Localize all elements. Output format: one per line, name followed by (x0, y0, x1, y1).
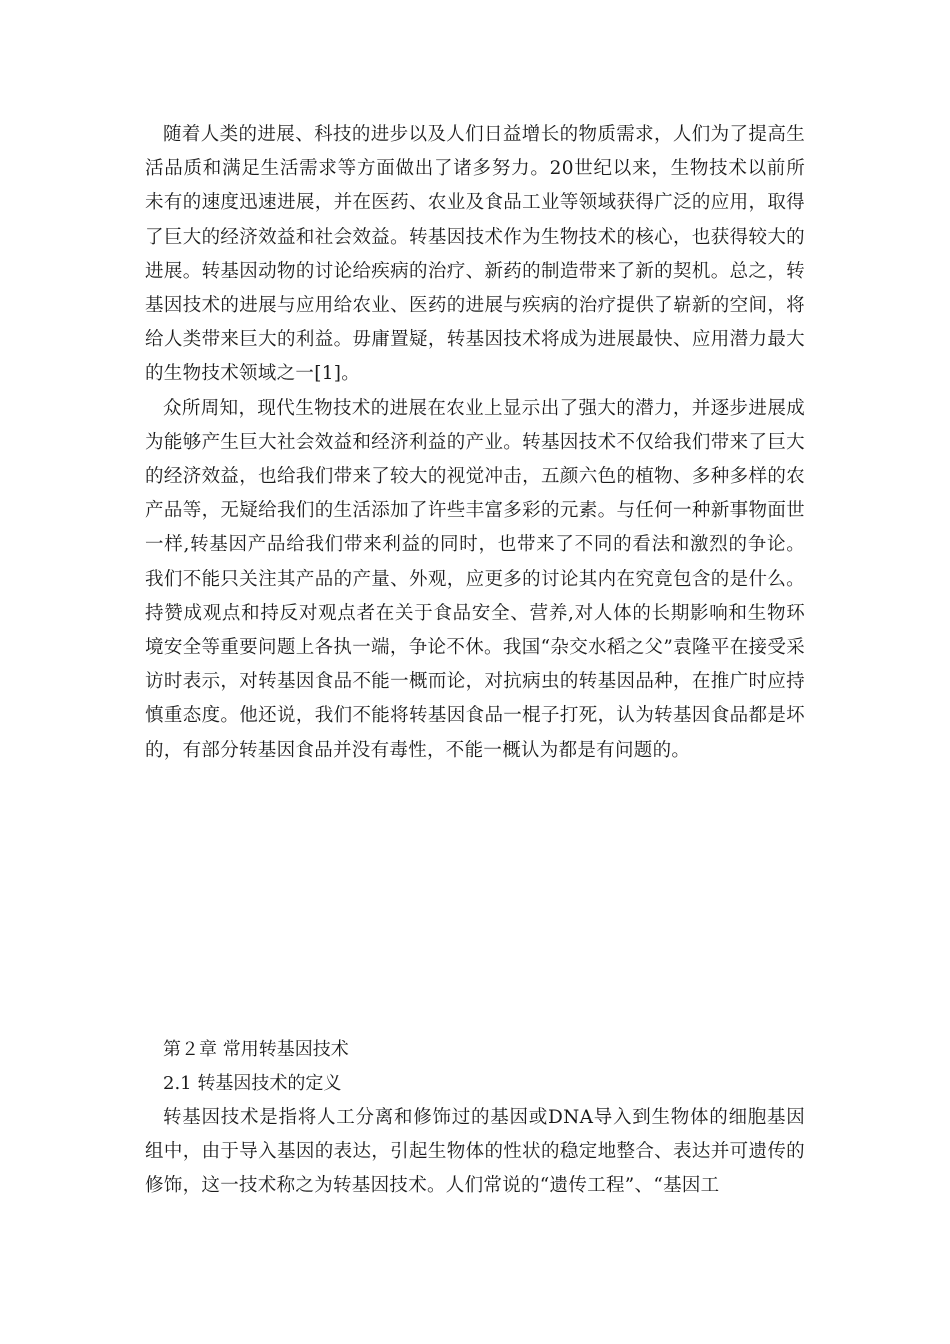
paragraph-definition: 转基因技术是指将人工分离和修饰过的基因或DNA导入到生物体的细胞基因组中，由于导入基因的表达，引起生物体的性状的稳定地整合、表达并可遗传的修饰，这一技术称之为转基因技术。人们常说的“遗传工程”、“基因工 (145, 1107, 805, 1197)
paragraph-debate: 众所周知，现代生物技术的进展在农业上显示出了强大的潜力，并逐步进展成为能够产生巨大社会效益和经济利益的产业。转基因技术不仅给我们带来了巨大的经济效益，也给我们带来了较大的视觉冲击，五颜六色的植物、多种多样的农产品等，无疑给我们的生活添加了许些丰富多彩的元素。与任何一种新事物面世一样,转基因产品给我们带来利益的同时，也带来了不同的看法和激烈的争论。我们不能只关注其产品的产量、外观，应更多的讨论其内在究竟包含的是什么。持赞成观点和持反对观点者在关于食品安全、营养,对人体的长期影响和生物环境安全等重要问题上各执一端，争论不休。我国“杂交水稻之父”袁隆平在接受采访时表示，对转基因食品不能一概而论，对抗病虫的转基因品种，在推广时应持慎重态度。他还说，我们不能将转基因食品一棍子打死，认为转基因食品都是坏的，有部分转基因食品并没有毒性，不能一概认为都是有问题的。 (145, 397, 805, 761)
definition-text-block (145, 1101, 805, 1204)
section-heading: 2.1 转基因技术的定义 (163, 1073, 342, 1094)
paragraph-development: 随着人类的进展、科技的进步以及人们日益增长的物质需求，人们为了提高生活品质和满足生活需求等方面做出了诸多努力。20世纪以来，生物技术以前所未有的速度迅速进展，并在医药、农业及食品工业等领域获得广泛的应用，取得了巨大的经济效益和社会效益。转基因技术作为生物技术的核心，也获得较大的进展。转基因动物的讨论给疾病的治疗、新药的制造带来了新的契机。总之，转基因技术的进展与应用给农业、医药的进展与疾病的治疗提供了崭新的空间，将给人类带来巨大的利益。毋庸置疑，转基因技术将成为进展最快、应用潜力最大的生物技术领域之一[1]。 (145, 124, 805, 385)
intro-text-block (145, 118, 805, 768)
chapter-heading: 第２章 常用转基因技术 (163, 1039, 349, 1060)
